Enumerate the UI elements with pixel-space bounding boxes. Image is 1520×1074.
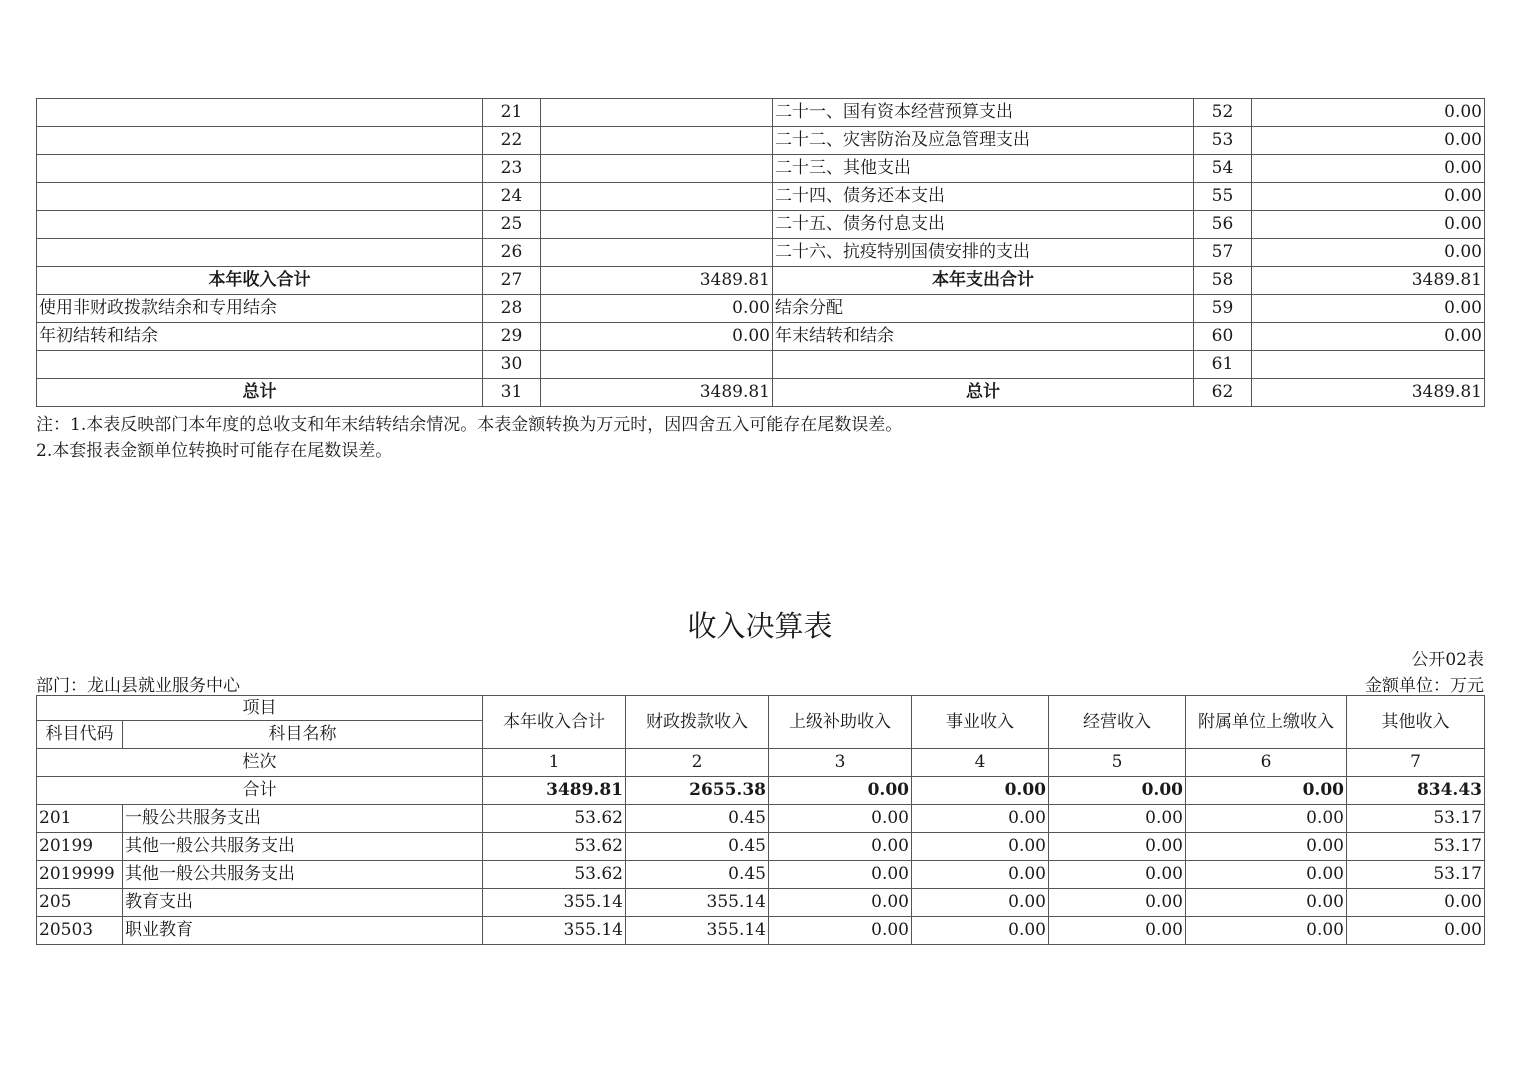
subject-code: 2019999 bbox=[37, 861, 123, 889]
amount-cell: 0.00 bbox=[1049, 861, 1186, 889]
amount-cell: 0.45 bbox=[626, 833, 769, 861]
row-number: 23 bbox=[483, 155, 541, 183]
table-row bbox=[37, 917, 1485, 945]
row-label: 年末结转和结余 bbox=[773, 323, 1194, 351]
amount-cell: 0.45 bbox=[626, 861, 769, 889]
row-number: 21 bbox=[483, 99, 541, 127]
amount-cell: 0.00 bbox=[769, 833, 912, 861]
table-row bbox=[37, 267, 1485, 295]
col-number: 7 bbox=[1347, 749, 1485, 777]
amount-cell: 0.00 bbox=[1252, 127, 1485, 155]
amount-cell: 0.00 bbox=[1347, 917, 1485, 945]
row-label bbox=[37, 127, 483, 155]
row-label: 本年收入合计 bbox=[37, 267, 483, 295]
row-number: 31 bbox=[483, 379, 541, 407]
row-label bbox=[37, 155, 483, 183]
amount-cell: 53.17 bbox=[1347, 833, 1485, 861]
row-label bbox=[37, 99, 483, 127]
amount-cell: 3489.81 bbox=[1252, 267, 1485, 295]
table-row bbox=[37, 239, 1485, 267]
subject-name: 教育支出 bbox=[123, 889, 483, 917]
amount-cell: 0.00 bbox=[1186, 861, 1347, 889]
row-label bbox=[773, 351, 1194, 379]
amount-cell bbox=[541, 239, 773, 267]
amount-cell: 3489.81 bbox=[541, 267, 773, 295]
amount-cell bbox=[541, 127, 773, 155]
table-row bbox=[37, 379, 1485, 407]
amount-cell: 0.00 bbox=[1252, 155, 1485, 183]
table-row bbox=[37, 323, 1485, 351]
subject-name: 职业教育 bbox=[123, 917, 483, 945]
income-table bbox=[36, 695, 1485, 945]
row-label bbox=[37, 351, 483, 379]
table-row bbox=[37, 889, 1485, 917]
row-label: 二十六、抗疫特别国债安排的支出 bbox=[773, 239, 1194, 267]
header-row-label: 栏次 bbox=[37, 749, 483, 777]
amount-cell: 0.00 bbox=[912, 861, 1049, 889]
header-col: 经营收入 bbox=[1049, 696, 1186, 749]
amount-cell: 53.62 bbox=[483, 861, 626, 889]
col-number: 6 bbox=[1186, 749, 1347, 777]
amount-cell: 3489.81 bbox=[1252, 379, 1485, 407]
header-col: 其他收入 bbox=[1347, 696, 1485, 749]
row-number: 30 bbox=[483, 351, 541, 379]
row-label bbox=[37, 183, 483, 211]
row-label: 二十三、其他支出 bbox=[773, 155, 1194, 183]
table-row bbox=[37, 861, 1485, 889]
row-number: 57 bbox=[1194, 239, 1252, 267]
amount-cell: 53.17 bbox=[1347, 861, 1485, 889]
col-number: 5 bbox=[1049, 749, 1186, 777]
table-row bbox=[37, 99, 1485, 127]
amount-cell bbox=[541, 99, 773, 127]
amount-cell: 0.00 bbox=[1252, 211, 1485, 239]
form-number: 公开02表 bbox=[1411, 650, 1484, 670]
subject-name: 其他一般公共服务支出 bbox=[123, 861, 483, 889]
col-number: 4 bbox=[912, 749, 1049, 777]
table-row bbox=[37, 805, 1485, 833]
amount-cell: 0.00 bbox=[769, 861, 912, 889]
amount-cell: 53.62 bbox=[483, 833, 626, 861]
row-number: 26 bbox=[483, 239, 541, 267]
amount-cell: 355.14 bbox=[483, 917, 626, 945]
amount-cell bbox=[541, 211, 773, 239]
amount-cell: 0.00 bbox=[1252, 239, 1485, 267]
row-number: 52 bbox=[1194, 99, 1252, 127]
header-col: 事业收入 bbox=[912, 696, 1049, 749]
amount-cell: 0.00 bbox=[1186, 889, 1347, 917]
amount-cell: 0.00 bbox=[1347, 889, 1485, 917]
notes bbox=[36, 412, 902, 464]
total-value: 0.00 bbox=[1186, 777, 1347, 805]
amount-cell: 0.00 bbox=[1252, 183, 1485, 211]
row-number: 61 bbox=[1194, 351, 1252, 379]
amount-cell: 0.00 bbox=[1186, 805, 1347, 833]
row-number: 25 bbox=[483, 211, 541, 239]
note-line: 注：1.本表反映部门本年度的总收支和年末结转结余情况。本表金额转换为万元时，因四舍五入可能存在尾数误差。 bbox=[36, 415, 903, 435]
row-label: 使用非财政拨款结余和专用结余 bbox=[37, 295, 483, 323]
amount-cell: 0.00 bbox=[769, 805, 912, 833]
header-col: 财政拨款收入 bbox=[626, 696, 769, 749]
row-label bbox=[37, 239, 483, 267]
row-label: 二十五、债务付息支出 bbox=[773, 211, 1194, 239]
subject-code: 201 bbox=[37, 805, 123, 833]
subject-name: 一般公共服务支出 bbox=[123, 805, 483, 833]
header-name: 科目名称 bbox=[123, 721, 483, 749]
row-number: 29 bbox=[483, 323, 541, 351]
row-label bbox=[37, 211, 483, 239]
row-label: 总计 bbox=[37, 379, 483, 407]
row-label: 总计 bbox=[773, 379, 1194, 407]
row-number: 59 bbox=[1194, 295, 1252, 323]
amount-cell: 0.00 bbox=[912, 917, 1049, 945]
amount-cell: 0.00 bbox=[1049, 917, 1186, 945]
summary-table-body bbox=[37, 99, 1485, 407]
table-row bbox=[37, 183, 1485, 211]
amount-cell: 0.00 bbox=[1186, 917, 1347, 945]
amount-cell bbox=[1252, 351, 1485, 379]
header-col: 上级补助收入 bbox=[769, 696, 912, 749]
col-number: 2 bbox=[626, 749, 769, 777]
row-number: 22 bbox=[483, 127, 541, 155]
total-label: 合计 bbox=[37, 777, 483, 805]
row-number: 55 bbox=[1194, 183, 1252, 211]
amount-cell: 0.00 bbox=[541, 323, 773, 351]
amount-cell: 0.00 bbox=[541, 295, 773, 323]
income-table-body bbox=[37, 805, 1485, 945]
total-row bbox=[37, 777, 1485, 805]
subject-code: 20503 bbox=[37, 917, 123, 945]
amount-cell: 355.14 bbox=[626, 917, 769, 945]
table-row bbox=[37, 127, 1485, 155]
amount-cell: 0.00 bbox=[1252, 323, 1485, 351]
col-number: 1 bbox=[483, 749, 626, 777]
row-number: 24 bbox=[483, 183, 541, 211]
amount-cell: 0.00 bbox=[1049, 833, 1186, 861]
department-label: 部门：龙山县就业服务中心 bbox=[36, 676, 240, 696]
unit-label: 金额单位：万元 bbox=[1365, 676, 1484, 696]
table-row bbox=[37, 295, 1485, 323]
header-code: 科目代码 bbox=[37, 721, 123, 749]
row-label: 二十一、国有资本经营预算支出 bbox=[773, 99, 1194, 127]
total-value: 0.00 bbox=[1049, 777, 1186, 805]
header-col: 本年收入合计 bbox=[483, 696, 626, 749]
amount-cell: 355.14 bbox=[483, 889, 626, 917]
amount-cell: 0.00 bbox=[1252, 99, 1485, 127]
header-col: 附属单位上缴收入 bbox=[1186, 696, 1347, 749]
table-row bbox=[37, 155, 1485, 183]
row-number: 28 bbox=[483, 295, 541, 323]
subject-code: 20199 bbox=[37, 833, 123, 861]
col-number: 3 bbox=[769, 749, 912, 777]
amount-cell: 53.62 bbox=[483, 805, 626, 833]
amount-cell: 0.00 bbox=[769, 889, 912, 917]
amount-cell: 0.00 bbox=[1049, 805, 1186, 833]
row-label: 二十二、灾害防治及应急管理支出 bbox=[773, 127, 1194, 155]
row-label: 本年支出合计 bbox=[773, 267, 1194, 295]
total-value: 2655.38 bbox=[626, 777, 769, 805]
amount-cell bbox=[541, 155, 773, 183]
amount-cell: 0.45 bbox=[626, 805, 769, 833]
row-number: 54 bbox=[1194, 155, 1252, 183]
row-label: 结余分配 bbox=[773, 295, 1194, 323]
amount-cell: 0.00 bbox=[1252, 295, 1485, 323]
amount-cell: 0.00 bbox=[912, 833, 1049, 861]
summary-table bbox=[36, 98, 1485, 407]
amount-cell: 3489.81 bbox=[541, 379, 773, 407]
amount-cell: 0.00 bbox=[912, 805, 1049, 833]
row-number: 27 bbox=[483, 267, 541, 295]
amount-cell: 0.00 bbox=[912, 889, 1049, 917]
row-number: 58 bbox=[1194, 267, 1252, 295]
amount-cell: 0.00 bbox=[1186, 833, 1347, 861]
row-number: 62 bbox=[1194, 379, 1252, 407]
row-label: 二十四、债务还本支出 bbox=[773, 183, 1194, 211]
amount-cell: 53.17 bbox=[1347, 805, 1485, 833]
row-label: 年初结转和结余 bbox=[37, 323, 483, 351]
total-value: 834.43 bbox=[1347, 777, 1485, 805]
amount-cell: 355.14 bbox=[626, 889, 769, 917]
amount-cell: 0.00 bbox=[769, 917, 912, 945]
table-row bbox=[37, 833, 1485, 861]
amount-cell: 0.00 bbox=[1049, 889, 1186, 917]
note-line: 2.本套报表金额单位转换时可能存在尾数误差。 bbox=[36, 441, 393, 461]
amount-cell bbox=[541, 183, 773, 211]
total-value: 0.00 bbox=[912, 777, 1049, 805]
row-number: 60 bbox=[1194, 323, 1252, 351]
table-row bbox=[37, 351, 1485, 379]
page-title: 收入决算表 bbox=[687, 609, 833, 643]
subject-code: 205 bbox=[37, 889, 123, 917]
row-number: 53 bbox=[1194, 127, 1252, 155]
subject-name: 其他一般公共服务支出 bbox=[123, 833, 483, 861]
header-project: 项目 bbox=[37, 696, 483, 721]
row-number: 56 bbox=[1194, 211, 1252, 239]
total-value: 0.00 bbox=[769, 777, 912, 805]
table-row bbox=[37, 211, 1485, 239]
total-value: 3489.81 bbox=[483, 777, 626, 805]
amount-cell bbox=[541, 351, 773, 379]
